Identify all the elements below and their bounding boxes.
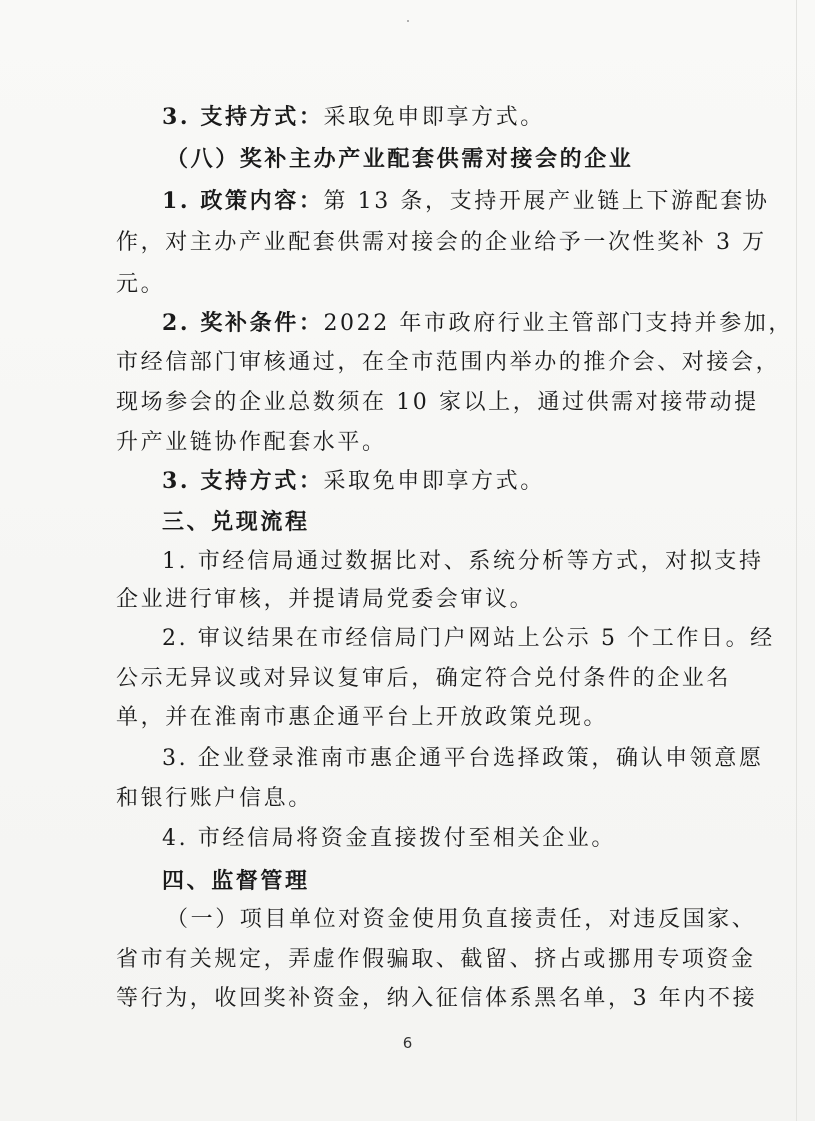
line-text: 作，对主办产业配套供需对接会的企业给予一次性奖补 3 万	[116, 230, 767, 255]
line-text: 4. 市经信局将资金直接拨付至相关企业。	[162, 826, 616, 851]
doc-line-18	[116, 784, 313, 814]
line-label: 2. 奖补条件：	[162, 310, 324, 336]
doc-line-17	[162, 744, 764, 774]
doc-line-19	[162, 824, 616, 854]
doc-line-10	[162, 466, 545, 497]
doc-line-1	[162, 102, 545, 133]
line-text: 升产业链协作配套水平。	[116, 430, 387, 455]
line-label: 3. 支持方式：	[162, 468, 324, 494]
doc-line-13	[116, 585, 534, 615]
line-label: 3. 支持方式：	[162, 104, 324, 130]
section-heading-8	[166, 144, 633, 174]
doc-line-23	[116, 984, 757, 1014]
page-edge	[796, 0, 797, 1121]
doc-line-16	[116, 703, 608, 733]
doc-line-5	[116, 270, 165, 300]
line-label: 三、兑现流程	[162, 509, 310, 535]
section-heading-3	[162, 507, 310, 537]
line-text: 市经信部门审核通过，在全市范围内举办的推介会、对接会，	[116, 350, 781, 375]
line-text: 元。	[116, 272, 166, 297]
doc-line-3	[162, 186, 769, 217]
doc-line-14	[162, 624, 775, 654]
section-heading-4	[162, 866, 310, 896]
line-label: （八）奖补主办产业配套供需对接会的企业	[166, 146, 634, 172]
scan-speck	[407, 20, 409, 22]
line-text: 2022 年市政府行业主管部门支持并参加，	[323, 311, 794, 336]
page-number: 6	[402, 1034, 413, 1052]
doc-line-4	[116, 228, 767, 258]
line-text: 企业进行审核，并提请局党委会审议。	[116, 587, 535, 612]
line-text: 公示无异议或对异议复审后，确定符合兑付条件的企业名	[116, 666, 732, 691]
line-label: 1. 政策内容：	[162, 188, 324, 214]
line-text: （一）项目单位对资金使用负直接责任，对违反国家、	[166, 907, 757, 932]
doc-line-12	[162, 547, 764, 577]
doc-line-9	[116, 428, 387, 458]
line-text: 单，并在淮南市惠企通平台上开放政策兑现。	[116, 705, 609, 730]
doc-line-21	[166, 905, 756, 935]
line-label: 四、监督管理	[162, 868, 310, 894]
doc-line-22	[116, 945, 756, 975]
line-text: 2. 审议结果在市经信局门户网站上公示 5 个工作日。经	[162, 626, 775, 651]
doc-line-8	[116, 388, 759, 418]
doc-line-15	[116, 664, 731, 694]
line-text: 等行为，收回奖补资金，纳入征信体系黑名单，3 年内不接	[116, 986, 758, 1011]
line-text: 和银行账户信息。	[116, 786, 313, 811]
line-text: 采取免申即享方式。	[323, 469, 545, 494]
line-text: 采取免申即享方式。	[323, 105, 545, 130]
line-text: 省市有关规定，弄虚作假骗取、截留、挤占或挪用专项资金	[116, 947, 756, 972]
doc-line-7	[116, 348, 780, 378]
line-text: 现场参会的企业总数须在 10 家以上，通过供需对接带动提	[116, 390, 759, 415]
doc-line-6	[162, 308, 793, 339]
line-text: 3. 企业登录淮南市惠企通平台选择政策，确认申领意愿	[162, 746, 764, 771]
line-text: 1. 市经信局通过数据比对、系统分析等方式，对拟支持	[162, 549, 764, 574]
line-text: 第 13 条，支持开展产业链上下游配套协	[323, 189, 770, 214]
